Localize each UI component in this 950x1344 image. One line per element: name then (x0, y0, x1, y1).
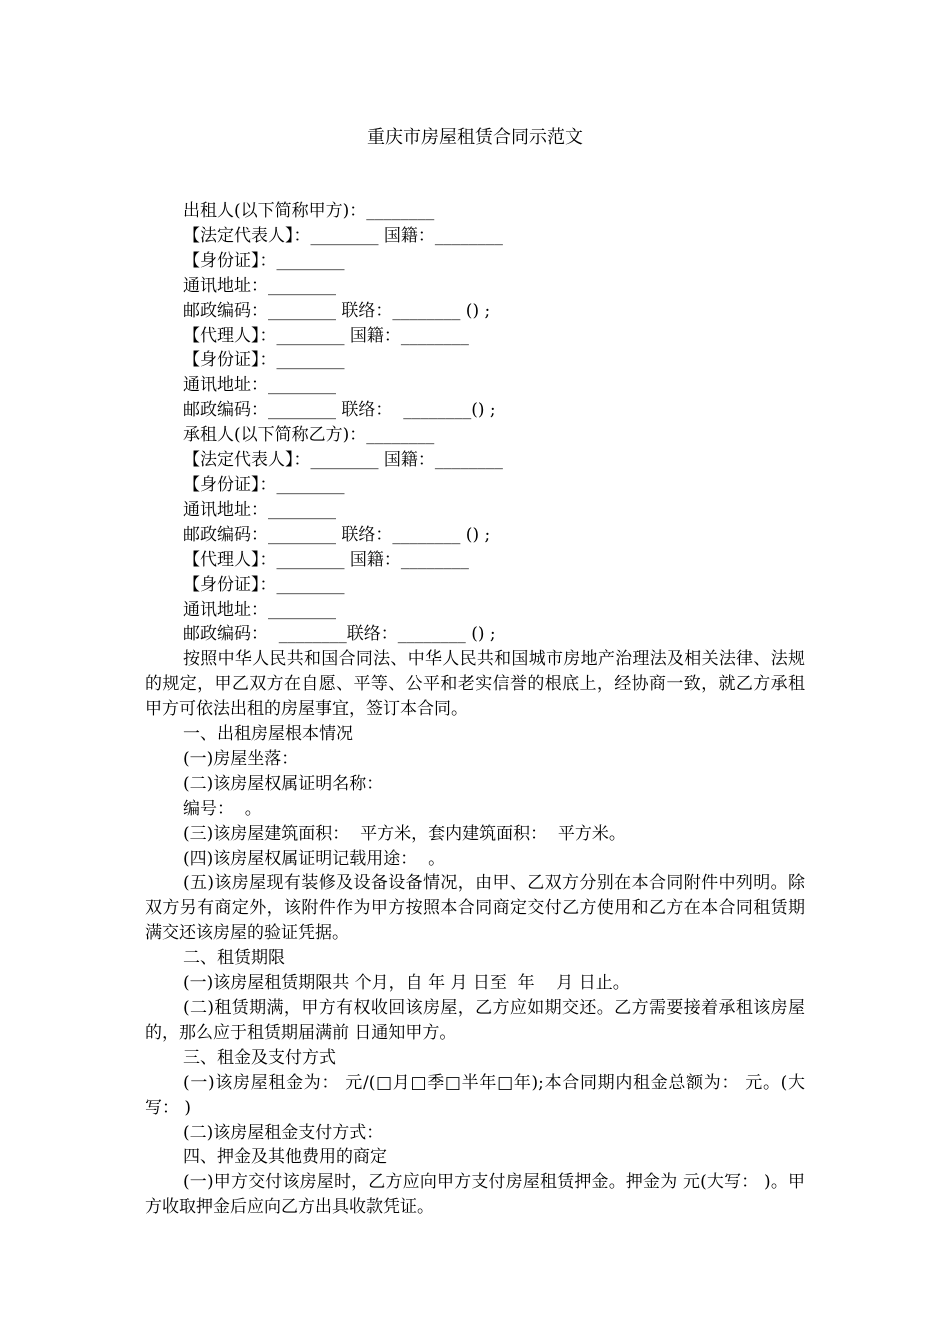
body-line: (一)该房屋租赁期限共 个月，自 年 月 日至 年 月 日止。 (183, 973, 630, 994)
body-line: (一)房屋坐落： (183, 748, 299, 769)
body-line: (三)该房屋建筑面积： 平方米，套内建筑面积： 平方米。 (183, 823, 626, 844)
body-line: 邮政编码：________ 联络：________ () ; (183, 524, 491, 545)
body-line: 通讯地址：________ (183, 599, 336, 620)
body-line: 三、租金及支付方式 (183, 1047, 336, 1068)
body-line: 二、租赁期限 (183, 948, 285, 969)
body-line: 【法定代表人】：________ 国籍：________ (183, 225, 503, 246)
body-line: 【法定代表人】：________ 国籍：________ (183, 450, 503, 471)
body-paragraph: (一)甲方交付该房屋时，乙方应向甲方支付房屋租赁押金。押金为 元(大写： )。甲方收取押金后应向乙方出具收款凭证。 (145, 1172, 805, 1218)
body-line: 编号： 。 (183, 798, 262, 819)
body-line: 通讯地址：________ (183, 275, 336, 296)
body-line: 通讯地址：________ (183, 375, 336, 396)
body-line: 一、出租房屋根本情况 (183, 724, 353, 745)
body-paragraph: (二)租赁期满，甲方有权收回该房屋，乙方应如期交还。乙方需要接着承租该房屋的，那么应于租赁期届满前 日通知甲方。 (145, 998, 805, 1043)
body-line: 通讯地址：________ (183, 499, 336, 520)
body-line: 承租人(以下简称乙方)：________ (183, 425, 435, 446)
body-line: 【身份证】：________ (183, 574, 345, 595)
body-line: 出租人(以下简称甲方)：________ (183, 201, 435, 221)
body-line: 邮政编码：________ 联络： ________() ; (183, 400, 496, 421)
body-paragraph: 按照中华人民共和国合同法、中华人民共和国城市房地产治理法及相关法律、法规的规定，甲乙双方在自愿、平等、公平和老实信誉的根底上，经协商一致，就乙方承租甲方可依法出租的房屋事宜，签订本合同。 (145, 649, 805, 720)
document-title: 重庆市房屋租赁合同示范文 (367, 127, 583, 148)
body-line: 【代理人】：________ 国籍：________ (183, 549, 469, 570)
body-line: (二)该房屋权属证明名称： (183, 773, 384, 794)
document-body (145, 199, 805, 1220)
body-line: 邮政编码：________ 联络：________ () ; (183, 300, 491, 321)
body-line: (四)该房屋权属证明记载用途： 。 (183, 848, 446, 869)
body-paragraph: (一)该房屋租金为： 元/(□月□季□半年□年);本合同期内租金总额为： 元。(大写： ) (145, 1072, 805, 1118)
body-paragraph: (五)该房屋现有装修及设备设备情况，由甲、乙双方分别在本合同附件中列明。除双方另有商定外，该附件作为甲方按照本合同商定交付乙方使用和乙方在本合同租赁期满交还该房屋的验证凭据。 (145, 873, 805, 944)
body-line: (二)该房屋租金支付方式： (183, 1122, 384, 1143)
body-line: 【代理人】：________ 国籍：________ (183, 325, 469, 346)
body-line: 邮政编码： ________联络：________ () ; (183, 624, 496, 645)
body-line: 四、押金及其他费用的商定 (183, 1147, 387, 1168)
body-line: 【身份证】：________ (183, 350, 345, 371)
body-line: 【身份证】：________ (183, 474, 345, 495)
body-line: 【身份证】：________ (183, 250, 345, 271)
